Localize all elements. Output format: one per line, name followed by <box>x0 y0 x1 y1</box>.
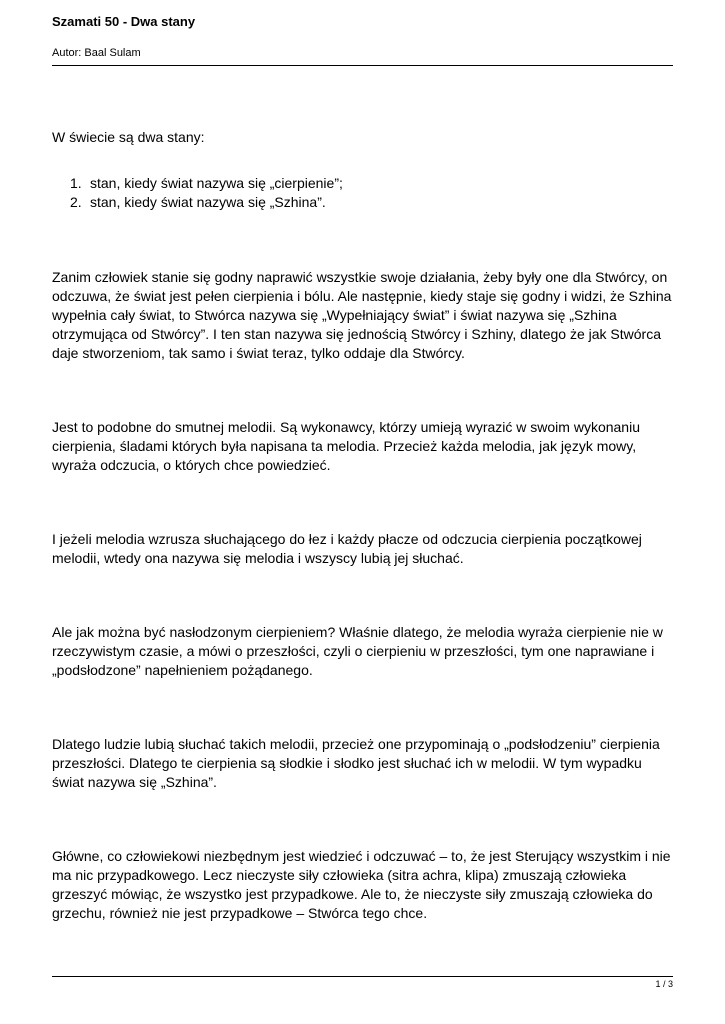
footer-divider <box>52 976 673 977</box>
list-item-text: stan, kiedy świat nazywa się „Szhina”. <box>90 194 326 210</box>
list-item <box>70 174 673 193</box>
body-paragraph: Jest to podobne do smutnej melodii. Są wykonawcy, którzy umieją wyrazić w swoim wykonaniu cierpienia, śladami których była napisana ta melodia. Przecież każda melodia, jak język mowy, wyraża odczucia, o których chce powiedzieć. <box>52 419 640 473</box>
body-paragraph: Zanim człowiek stanie się godny naprawić wszystkie swoje działania, żeby były one dla Stwórcy, on odczuwa, że świat jest pełen cierpienia i bólu. Ale następnie, kiedy staje się godny i widzi, że Szhina wypełnia cały świat, to Stwórca nazywa się „Wypełniający świat” i świat nazywa się „Szhina otrzymująca od Stwórcy”. I ten stan nazywa się jednością Stwórcy i Szhiny, dlatego że jak Stwórca daje stworzeniom, tak samo i świat teraz, tylko oddaje dla Stwórcy. <box>52 269 672 361</box>
intro-paragraph: W świecie są dwa stany: <box>52 129 205 145</box>
header-divider <box>52 65 673 66</box>
page-number: 1 / 3 <box>655 979 673 989</box>
list-item-number: 1. <box>70 175 82 191</box>
body-paragraph: Ale jak można być nasłodzonym cierpieniem? Właśnie dlatego, że melodia wyraża cierpienie nie w rzeczywistym czasie, a mówi o przeszłości, czyli o cierpieniu w przeszłości, tym one naprawiane i „podsłodzone” napełnieniem pożądanego. <box>52 624 663 678</box>
states-list <box>52 174 673 212</box>
document-title: Szamati 50 - Dwa stany <box>52 14 196 29</box>
page-header <box>52 13 673 60</box>
list-item-text: stan, kiedy świat nazywa się „cierpienie”; <box>90 175 343 191</box>
document-author: Autor: Baal Sulam <box>52 47 141 59</box>
body-paragraph: I jeżeli melodia wzrusza słuchającego do łez i każdy płacze od odczucia cierpienia początkowej melodii, wtedy ona nazywa się melodia i wszyscy lubią jej słuchać. <box>52 531 642 566</box>
list-item <box>70 193 673 212</box>
document-body <box>52 128 673 923</box>
list-item-number: 2. <box>70 194 82 210</box>
body-paragraph: Dlatego ludzie lubią słuchać takich melodii, przecież one przypominają o „podsłodzeniu” cierpienia przeszłości. Dlatego te cierpienia są słodkie i słodko jest słuchać ich w melodii. W tym wypadku świat nazywa się „Szhina”. <box>52 736 660 790</box>
body-paragraph: Główne, co człowiekowi niezbędnym jest wiedzieć i odczuwać – to, że jest Sterujący wszystkim i nie ma nic przypadkowego. Lecz nieczyste siły człowieka (sitra achra, klipa) zmuszają człowieka grzeszyć mówiąc, że wszystko jest przypadkowe. Ale to, że nieczyste siły zmuszają człowieka do grzechu, również nie jest przypadkowe – Stwórca tego chce. <box>52 848 671 921</box>
